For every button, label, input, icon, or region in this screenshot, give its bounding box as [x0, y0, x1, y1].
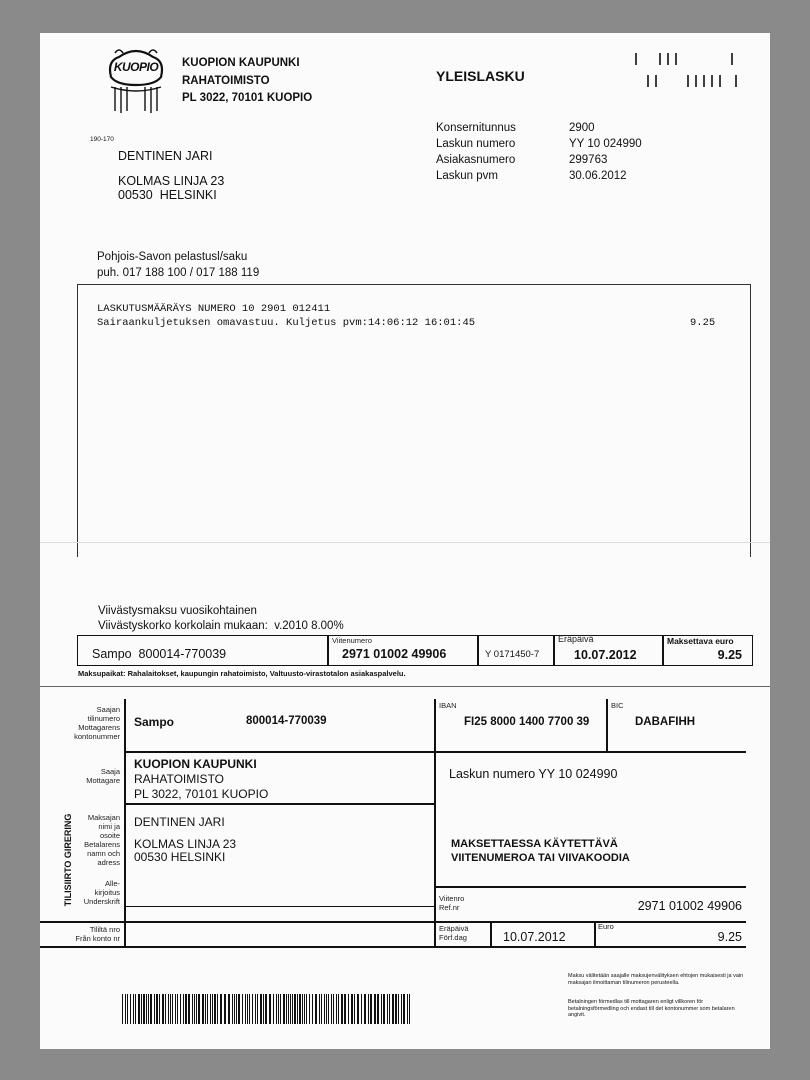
label-line: Eräpäivä — [439, 924, 469, 933]
recipient-name: DENTINEN JARI — [118, 149, 213, 163]
giro-bic: DABAFIHH — [635, 716, 696, 728]
giro-ref-label — [439, 894, 464, 912]
label-line: Från konto nr — [75, 934, 120, 943]
routing-code: 190-170 — [90, 136, 114, 143]
label-line: Viitenro — [439, 894, 465, 903]
giro-invoice-ref: Laskun numero YY 10 024990 — [449, 767, 618, 781]
meta-label: Konsernitunnus — [436, 122, 516, 134]
label-line: namn och — [87, 849, 120, 858]
invoice-line-2: Sairaankuljetuksen omavastuu. Kuljetus pvm:14:06:12 16:01:45 — [97, 317, 476, 329]
instruction-line: VIITENUMEROA TAI VIIVAKOODIA — [451, 852, 630, 864]
giro-account-label — [50, 705, 120, 741]
label-line: Förf.dag — [439, 933, 467, 942]
meta-label: Asiakasnumero — [436, 154, 516, 166]
invoice-line-1: LASKUTUSMÄÄRÄYS NUMERO 10 2901 012411 — [97, 303, 331, 315]
giro-iban: FI25 8000 1400 7700 39 — [464, 716, 590, 728]
label-line: Tililtä nro — [89, 925, 120, 934]
giro-payer — [134, 816, 236, 864]
invoice-meta — [436, 120, 642, 184]
giro-due-label — [439, 924, 469, 942]
meta-value: 2900 — [569, 122, 595, 134]
summary-pay-label: Maksettava euro — [667, 636, 734, 646]
recipient-street: KOLMAS LINJA 23 — [118, 174, 225, 188]
payment-places: Maksupaikat: Rahalaitokset, kaupungin rahatoimisto, Valtuusto-virastotalon asiakaspalvelu. — [78, 669, 406, 678]
giro-payer-label — [50, 813, 120, 867]
meta-row — [436, 120, 642, 136]
giro-ref: 2971 01002 49906 — [637, 899, 742, 913]
meta-row — [436, 168, 642, 184]
label-line: Maksajan — [87, 813, 120, 822]
giro-from-label — [50, 925, 120, 943]
payee-line: KUOPION KAUPUNKI — [134, 757, 257, 771]
label-line: osoite — [99, 831, 120, 840]
payment-barcode — [122, 994, 414, 1024]
late-fee-line-2: Viivästyskorko korkolain mukaan: v.2010 8.00% — [98, 620, 344, 632]
invoice-line-amount: 9.25 — [690, 317, 716, 329]
giro-side-text: TILISIIRTO GIRERING — [63, 813, 73, 907]
fine-print-sv: Betalningen förmedlas till mottagaren enligt villkoren för betalningsförmedling och endast till det kontonummer som betalaren angivit. — [568, 999, 735, 1018]
label-line: kontonummer — [74, 732, 120, 741]
label-line: tilinumero — [87, 714, 120, 723]
giro-iban-label: IBAN — [439, 701, 457, 710]
summary-account: Sampo 800014-770039 — [92, 647, 227, 661]
giro-due: 10.07.2012 — [503, 930, 566, 944]
meta-label: Laskun pvm — [436, 170, 499, 182]
meta-value: 30.06.2012 — [569, 170, 627, 182]
giro-account: 800014-770039 — [246, 715, 327, 727]
label-line: adress — [97, 858, 120, 867]
label-line: Ref.nr — [439, 903, 460, 912]
sender-name: KUOPION KAUPUNKI — [182, 57, 300, 69]
giro-instruction — [451, 837, 630, 865]
document-title: YLEISLASKU — [436, 68, 525, 84]
sorting-marks — [632, 51, 742, 91]
meta-value: 299763 — [569, 154, 608, 166]
recipient-city: 00530 HELSINKI — [118, 188, 217, 202]
giro-sign-label — [50, 879, 120, 906]
label-line: Saaja — [100, 767, 120, 776]
label-line: Mottagarens — [78, 723, 120, 732]
giro-amount: 9.25 — [717, 930, 742, 944]
summary-due: 10.07.2012 — [574, 648, 637, 662]
summary-pay: 9.25 — [717, 648, 742, 662]
contact-line-1: Pohjois-Savon pelastusl/saku — [97, 251, 248, 263]
label-line: Alle- — [104, 879, 120, 888]
label-line: nimi ja — [98, 822, 120, 831]
fold-line — [40, 542, 770, 543]
meta-row — [436, 136, 642, 152]
label-line: Mottagare — [86, 776, 120, 785]
label-line: kirjoitus — [94, 888, 120, 897]
giro-euro-label: Euro — [598, 922, 614, 931]
payee-line: PL 3022, 70101 KUOPIO — [134, 787, 269, 801]
summary-ref: 2971 01002 49906 — [342, 647, 447, 661]
summary-ref-label: Viitenumero — [332, 636, 372, 645]
payer-line: DENTINEN JARI — [134, 815, 225, 829]
contact-line-2: puh. 017 188 100 / 017 188 119 — [97, 267, 260, 279]
giro-bank: Sampo — [134, 715, 175, 729]
giro-payee-label — [50, 767, 120, 785]
label-line: Betalarens — [84, 840, 120, 849]
giro-bic-label: BIC — [611, 701, 624, 710]
label-line: Saajan — [96, 705, 120, 714]
giro-payee — [134, 757, 268, 802]
meta-value: YY 10 024990 — [569, 138, 642, 150]
sender-department: RAHATOIMISTO — [182, 75, 270, 87]
payer-line: KOLMAS LINJA 23 — [134, 837, 237, 851]
sender-address: PL 3022, 70101 KUOPIO — [182, 92, 313, 104]
payer-line: 00530 HELSINKI — [134, 850, 226, 864]
meta-row — [436, 152, 642, 168]
payee-line: RAHATOIMISTO — [134, 772, 225, 786]
logo-text: KUOPIO — [113, 60, 159, 74]
summary-due-label: Eräpäivä — [558, 634, 594, 644]
late-fee-line-1: Viivästysmaksu vuosikohtainen — [98, 605, 257, 617]
instruction-line: MAKSETTAESSA KÄYTETTÄVÄ — [451, 838, 618, 850]
invoice-page — [40, 33, 770, 1049]
summary-business-id: Y 0171450-7 — [485, 649, 540, 660]
label-line: Underskrift — [83, 897, 120, 906]
kuopio-logo — [105, 47, 167, 115]
fine-print-fi: Maksu välitetään saajalle maksujenvälityksen ehtojen mukaisesti ja vain maksajan ilmoittaman tilinumeron perusteella. — [568, 973, 744, 986]
meta-label: Laskun numero — [436, 138, 516, 150]
